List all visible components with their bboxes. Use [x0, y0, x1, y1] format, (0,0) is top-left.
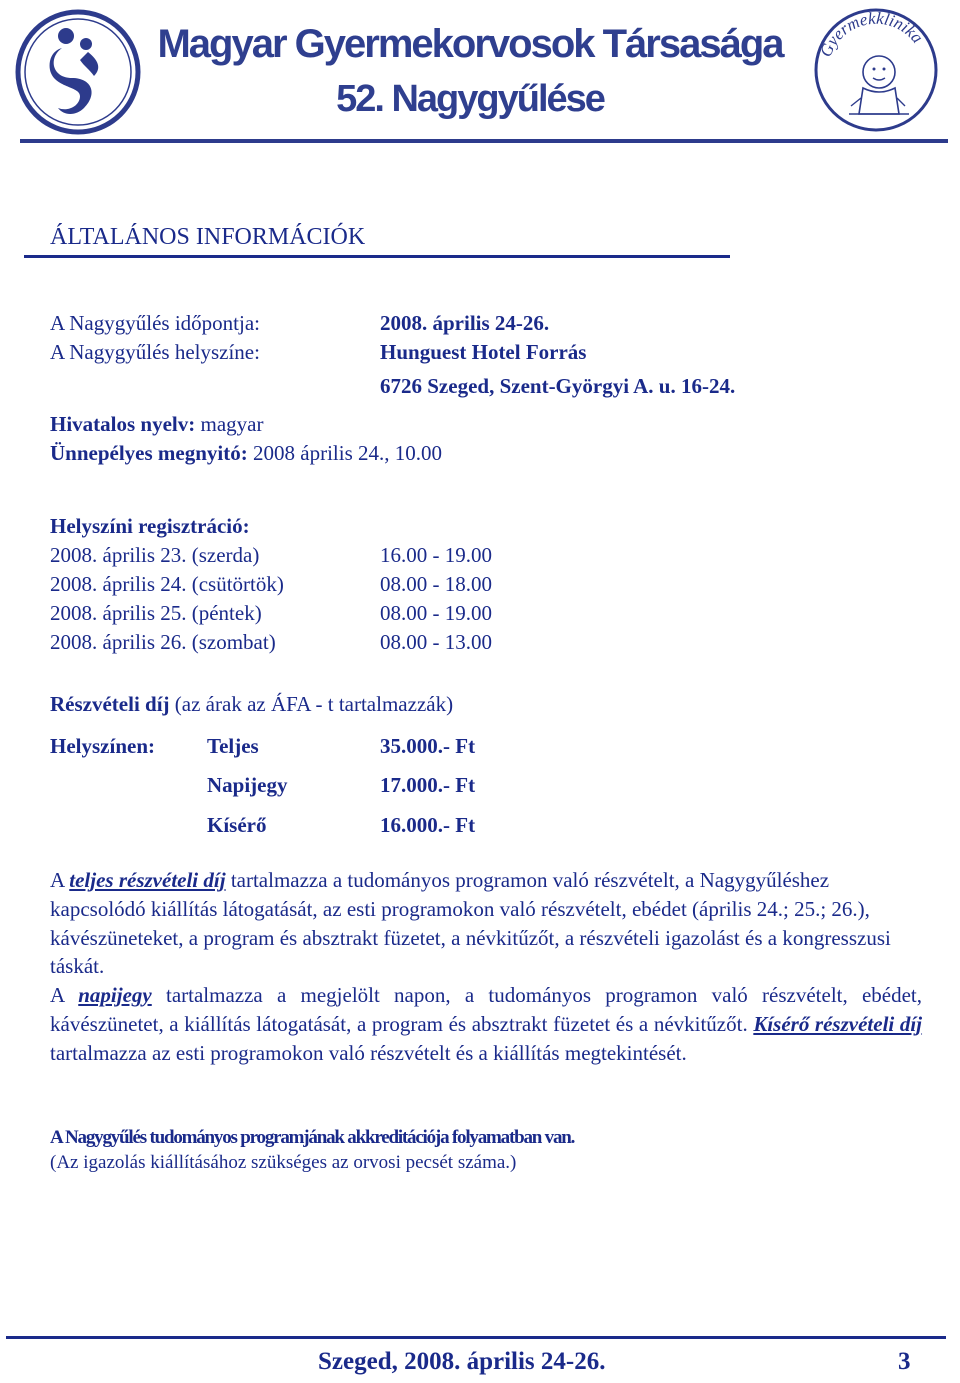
full-fee-description: [50, 866, 922, 981]
gyermekklinika-logo-icon: [805, 6, 947, 134]
registration-title: Helyszíni regisztráció:: [50, 514, 250, 538]
venue-name: Hunguest Hotel Forrás: [380, 340, 587, 364]
fee-type: Teljes: [207, 734, 259, 758]
section-divider: [24, 255, 730, 258]
registration-time: 08.00 - 13.00: [380, 630, 492, 654]
accreditation-notice: A Nagygyűlés tudományos programjának akkreditációja folyamatban van.: [50, 1127, 575, 1148]
footer-text: Szeged, 2008. április 24-26.: [318, 1348, 606, 1375]
language-line: [50, 414, 263, 435]
companion-fee-text: tartalmazza az esti programokon való részvételt és a kiállítás megtekintését.: [50, 1040, 687, 1065]
mother-child-logo-icon: [14, 8, 142, 136]
logo-arc-text: Gyermekklinika: [815, 8, 928, 60]
fee-price: 17.000.- Ft: [380, 773, 476, 797]
date-value: 2008. április 24-26.: [380, 311, 550, 335]
onsite-label: Helyszínen:: [50, 734, 155, 758]
full-fee-text: tartalmazza a tudományos programon való részvételt, a Nagygyűléshez kapcsolódó kiállítás látogatását, az esti programokon való részvételt, ebédet (április 24.; 25.; 26.), kávészüneteket, a program és absztrakt füzetet, a névkitűzőt, a részvételi igazolást és a kongresszusi táskát.: [50, 868, 891, 979]
page-title: Magyar Gyermekorvosok Társasága: [157, 22, 783, 66]
full-fee-term: teljes részvételi díj: [69, 868, 226, 892]
registration-day: 2008. április 23. (szerda): [50, 543, 260, 567]
venue-label: A Nagygyűlés helyszíne:: [50, 340, 260, 364]
opening-line: [50, 443, 442, 464]
daily-ticket-text: tartalmazza a megjelölt napon, a tudományos programon való részvételt, ebédet, kávészünetet, a kiállítás látogatását, a program és absztrakt füzetet és a névkitűzőt.: [50, 983, 923, 1036]
registration-day: 2008. április 25. (péntek): [50, 601, 262, 625]
footer-divider: [6, 1336, 946, 1339]
daily-ticket-term: napijegy: [78, 983, 152, 1007]
registration-time: 08.00 - 18.00: [380, 572, 492, 596]
venue-address: 6726 Szeged, Szent-Györgyi A. u. 16-24.: [380, 374, 736, 398]
header-divider: [20, 139, 948, 143]
language-label: Hivatalos nyelv:: [50, 412, 196, 436]
opening-value: 2008 április 24., 10.00: [253, 441, 442, 465]
language-value: magyar: [200, 412, 264, 436]
registration-time: 16.00 - 19.00: [380, 543, 492, 567]
fees-note: (az árak az ÁFA - t tartalmazzák): [174, 692, 454, 716]
fee-price: 35.000.- Ft: [380, 734, 476, 758]
opening-label: Ünnepélyes megnyitó:: [50, 441, 248, 465]
fee-type: Napijegy: [207, 773, 288, 797]
registration-day: 2008. április 24. (csütörtök): [50, 572, 284, 596]
paragraph-prefix: A: [50, 868, 65, 892]
companion-fee-term: Kísérő részvételi díj: [753, 1011, 923, 1036]
accreditation-note: (Az igazolás kiállításához szükséges az orvosi pecsét száma.): [50, 1152, 517, 1173]
registration-day: 2008. április 26. (szombat): [50, 630, 276, 654]
paragraph-prefix: A: [50, 983, 65, 1007]
registration-time: 08.00 - 19.00: [380, 601, 492, 625]
fee-type: Kísérő: [207, 813, 267, 837]
date-label: A Nagygyűlés időpontja:: [50, 311, 260, 335]
fees-heading: [50, 694, 453, 715]
page-subtitle: 52. Nagygyűlése: [336, 78, 604, 120]
section-title: ÁLTALÁNOS INFORMÁCIÓK: [50, 224, 366, 250]
page-number: 3: [898, 1348, 911, 1375]
fees-title: Részvételi díj: [50, 692, 170, 716]
fee-price: 16.000.- Ft: [380, 813, 476, 837]
daily-ticket-description: [50, 981, 922, 1067]
